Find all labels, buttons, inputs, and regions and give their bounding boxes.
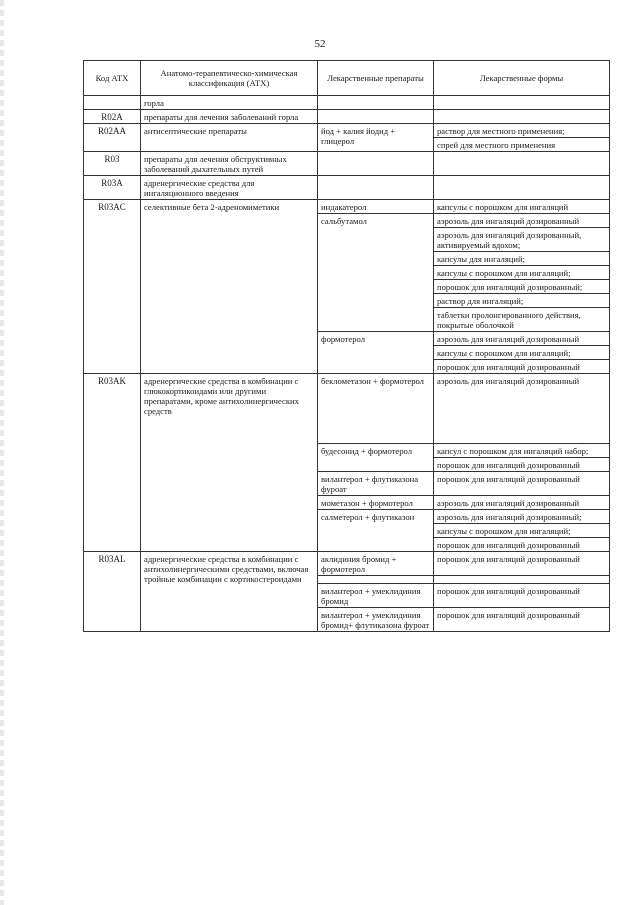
drug-cell (318, 176, 434, 200)
form-item: порошок для ингаляций дозированный (434, 360, 610, 374)
atx-name: горла (141, 96, 318, 110)
atx-code: R03 (84, 152, 141, 176)
form-item: аэрозоль для ингаляций дозированный (434, 496, 610, 510)
atx-name: антисептические препараты (141, 124, 318, 152)
table-row (84, 96, 610, 110)
table-row (84, 374, 610, 444)
form-item: аэрозоль для ингаляций дозированный; (434, 510, 610, 524)
header-forms: Лекарственные формы (434, 61, 610, 96)
atx-name: препараты для лечения обструктивных заболеваний дыхательных путей (141, 152, 318, 176)
form-cell (434, 576, 610, 584)
form-item: порошок для ингаляций дозированный (434, 458, 610, 472)
atx-code: R03AK (84, 374, 141, 552)
drug-name: салметерол + флутиказон (318, 510, 434, 552)
form-item: порошок для ингаляций дозированный; (434, 280, 610, 294)
form-item: аэрозоль для ингаляций дозированный (434, 374, 610, 444)
form-item: аэрозоль для ингаляций дозированный, активируемый вдохом; (434, 228, 610, 252)
drug-name: вилантерол + умеклидиния бромид (318, 584, 434, 608)
atx-table (83, 60, 610, 632)
form-item: раствор для ингаляций; (434, 294, 610, 308)
atx-code (84, 96, 141, 110)
atx-name: препараты для лечения заболеваний горла (141, 110, 318, 124)
form-item: капсулы с порошком для ингаляций; (434, 346, 610, 360)
form-item: капсулы с порошком для ингаляций (434, 200, 610, 214)
form-cell (434, 152, 610, 176)
atx-name: адренергические средства для ингаляционного введения (141, 176, 318, 200)
form-cell (434, 110, 610, 124)
drug-name: будесонид + формотерол (318, 444, 434, 472)
page-number: 52 (314, 38, 326, 50)
drug-name: индакатерол (318, 200, 434, 214)
form-item: аэрозоль для ингаляций дозированный (434, 332, 610, 346)
form-item: раствор для местного применения; (434, 124, 610, 138)
form-item: порошок для ингаляций дозированный (434, 608, 610, 632)
form-item: порошок для ингаляций дозированный (434, 538, 610, 552)
form-item: спрей для местного применения (434, 138, 610, 152)
table-row (84, 200, 610, 214)
header-code: Код АТХ (84, 61, 141, 96)
drug-name: формотерол (318, 332, 434, 374)
drug-cell (318, 576, 434, 584)
table-row (84, 152, 610, 176)
atx-code: R03AL (84, 552, 141, 632)
table-row (84, 552, 610, 576)
form-item: капсулы с порошком для ингаляций; (434, 524, 610, 538)
drug-cell (318, 152, 434, 176)
form-item: капсулы для ингаляций; (434, 252, 610, 266)
drug-name: сальбутамол (318, 214, 434, 332)
atx-code: R03A (84, 176, 141, 200)
table-row (84, 110, 610, 124)
scan-edge-artifact (0, 0, 4, 905)
header-classification: Анатомо-терапевтическо-химическая классификация (АТХ) (141, 61, 318, 96)
form-item: таблетки пролонгированного действия, покрытые оболочкой (434, 308, 610, 332)
form-item: порошок для ингаляций дозированный (434, 472, 610, 496)
drug-name: йод + калия йодид + глицерол (318, 124, 434, 152)
table-row (84, 176, 610, 200)
form-item: аэрозоль для ингаляций дозированный (434, 214, 610, 228)
form-cell (434, 96, 610, 110)
drug-cell (318, 96, 434, 110)
form-item: порошок для ингаляций дозированный (434, 584, 610, 608)
form-cell (434, 176, 610, 200)
atx-code: R03AC (84, 200, 141, 374)
form-item: капсулы с порошком для ингаляций; (434, 266, 610, 280)
atx-name: селективные бета 2-адреномиметики (141, 200, 318, 374)
atx-name: адренергические средства в комбинации с антихолинергическими средствами, включая тройные комбинации с кортикостероидами (141, 552, 318, 632)
form-item: порошок для ингаляций дозированный (434, 552, 610, 576)
atx-code: R02A (84, 110, 141, 124)
atx-name: адренергические средства в комбинации с глюкокортикоидами или другими препаратами, кроме антихолинергических средств (141, 374, 318, 552)
form-item: капсул с порошком для ингаляций набор; (434, 444, 610, 458)
atx-code: R02AA (84, 124, 141, 152)
drug-name: аклидиния бромид + формотерол (318, 552, 434, 576)
drug-name: вилантерол + флутиказона фуроат (318, 472, 434, 496)
header-drugs: Лекарственные препараты (318, 61, 434, 96)
drug-cell (318, 110, 434, 124)
table-row (84, 124, 610, 138)
drug-name: беклометазон + формотерол (318, 374, 434, 444)
drug-name: вилантерол + умеклидиния бромид+ флутиказона фуроат (318, 608, 434, 632)
table-header-row (84, 61, 610, 96)
drug-name: мометазон + формотерол (318, 496, 434, 510)
